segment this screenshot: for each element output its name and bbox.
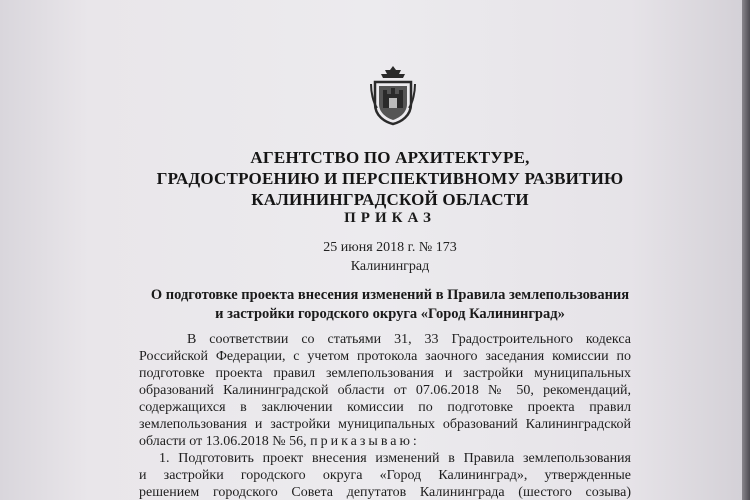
body-line: Российской Федерации, с учетом протокола заочного заседания комиссии по [139,349,631,364]
subject-line: О подготовке проекта внесения изменений в Правила землепользования [150,287,630,303]
order-subject [110,286,670,324]
order-verb: приказываю: [310,434,420,449]
agency-name [150,147,630,210]
agency-line: АГЕНТСТВО ПО АРХИТЕКТУРЕ, [250,148,530,167]
subject-line: и застройки городского округа «Город Калининград» [215,306,565,322]
date-number: 25 июня 2018 г. № 173 [323,240,457,255]
body-line: подготовке проекта правил землепользования и застройки муниципальных [139,366,631,381]
item-line: решением городского Совета депутатов Калининграда (шестого созыва) [139,485,631,500]
coat-of-arms-icon [369,64,417,126]
body-line: В соответствии со статьями 31, 33 Градостроительного кодекса [187,332,631,347]
page-edge-shadow [742,0,750,500]
item-line: 1. Подготовить проект внесения изменений в Правила землепользования [159,451,631,466]
order-body [139,331,631,500]
body-line: содержащихся в заключении комиссии по подготовке проекта правил [139,400,631,415]
city: Калининград [350,259,430,274]
body-line-prefix: области от 13.06.2018 № 56, [139,434,307,449]
item-line: и застройки городского округа «Город Калининград», утвержденные [139,468,631,483]
body-line: землепользования и застройки муниципальных образований Калининградской [139,417,631,432]
document-type: ПРИКАЗ [344,210,436,226]
body-line [139,433,631,450]
body-line: образований Калининградской области от 07.06.2018 № 50, рекомендаций, [139,383,631,398]
agency-line: КАЛИНИНГРАДСКОЙ ОБЛАСТИ [251,190,529,209]
agency-line: ГРАДОСТРОЕНИЮ И ПЕРСПЕКТИВНОМУ РАЗВИТИЮ [156,169,624,188]
